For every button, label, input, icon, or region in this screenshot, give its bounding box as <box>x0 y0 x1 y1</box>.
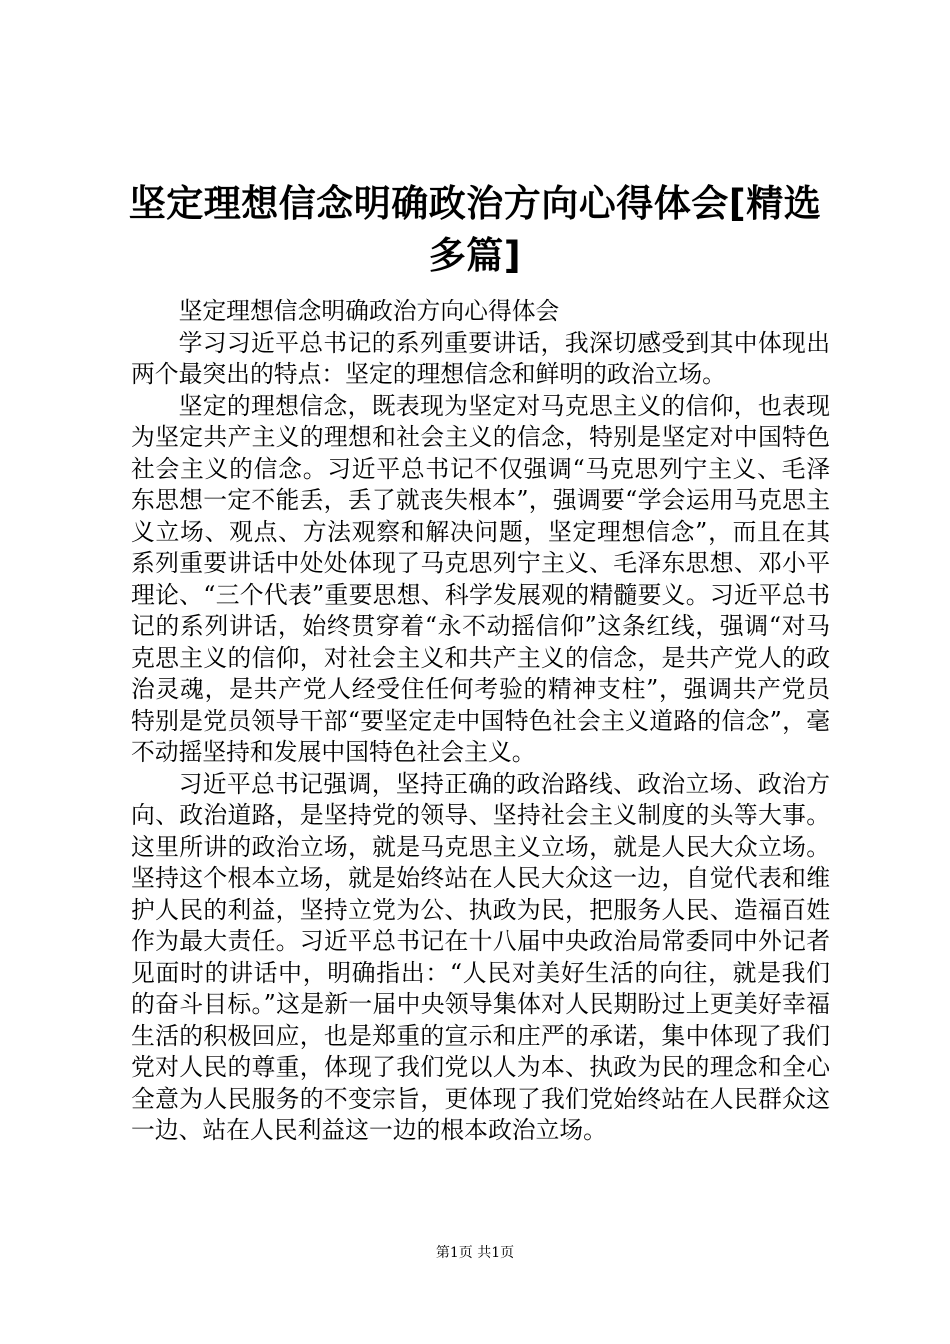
document-body <box>131 296 830 1147</box>
document-title: 坚定理想信念明确政治方向心得体会[精选多篇] <box>128 182 822 277</box>
paragraph: 学习习近平总书记的系列重要讲话，我深切感受到其中体现出两个最突出的特点：坚定的理想信念和鲜明的政治立场。 <box>131 328 830 388</box>
paragraph: 坚定的理想信念，既表现为坚定对马克思主义的信仰，也表现为坚定共产主义的理想和社会主义的信念，特别是坚定对中国特色社会主义的信念。习近平总书记不仅强调“马克思列宁主义、毛泽东思想一定不能丢，丢了就丧失根本”，强调要“学会运用马克思主义立场、观点、方法观察和解决问题，坚定理想信念”，而且在其系列重要讲话中处处体现了马克思列宁主义、毛泽东思想、邓小平理论、“三个代表”重要思想、科学发展观的精髓要义。习近平总书记的系列讲话，始终贯穿着“永不动摇信仰”这条红线，强调“对马克思主义的信仰，对社会主义和共产主义的信念，是共产党人的政治灵魂，是共产党人经受住任何考验的精神支柱”，强调共产党员特别是党员领导干部“要坚定走中国特色社会主义道路的信念”，毫不动摇坚持和发展中国特色社会主义。 <box>131 391 830 766</box>
page-footer: 第1页 共1页 <box>435 1245 515 1261</box>
paragraph: 习近平总书记强调，坚持正确的政治路线、政治立场、政治方向、政治道路，是坚持党的领导、坚持社会主义制度的头等大事。这里所讲的政治立场，就是马克思主义立场，就是人民大众立场。坚持这个根本立场，就是始终站在人民大众这一边，自觉代表和维护人民的利益，坚持立党为公、执政为民，把服务人民、造福百姓作为最大责任。习近平总书记在十八届中央政治局常委同中外记者见面时的讲话中，明确指出：“人民对美好生活的向往，就是我们的奋斗目标。”这是新一届中央领导集体对人民期盼过上更美好幸福生活的积极回应，也是郑重的宣示和庄严的承诺，集中体现了我们党对人民的尊重，体现了我们党以人为本、执政为民的理念和全心全意为人民服务的不变宗旨，更体现了我们党始终站在人民群众这一边、站在人民利益这一边的根本政治立场。 <box>131 769 830 1144</box>
document-subtitle: 坚定理想信念明确政治方向心得体会 <box>178 297 560 325</box>
